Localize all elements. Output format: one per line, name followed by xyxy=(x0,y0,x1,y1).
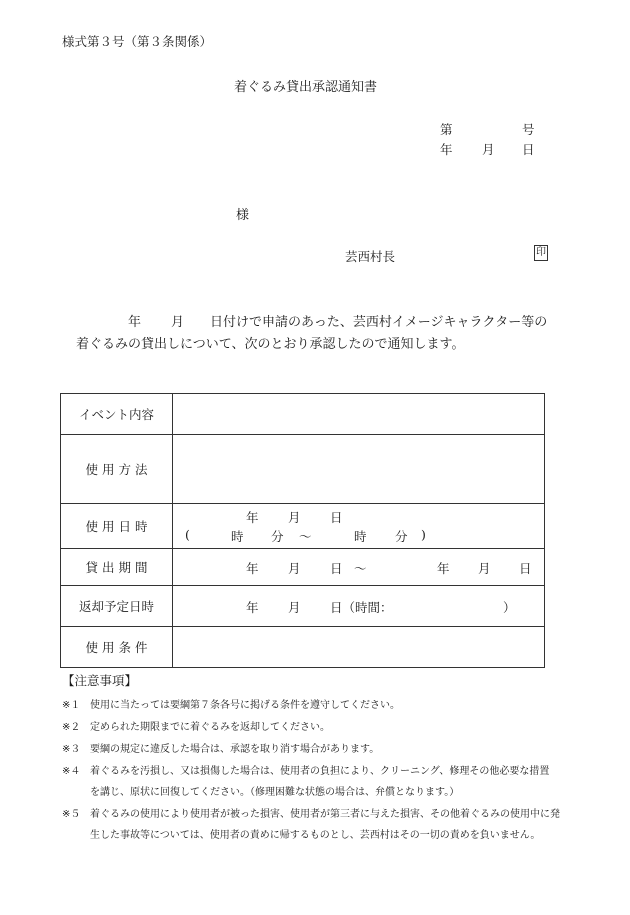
form-number: 様式第３号（第３条関係） xyxy=(62,34,213,49)
table-row-method xyxy=(61,435,545,504)
sender-name: 芸西村長 xyxy=(345,249,396,264)
note-2-text: 定められた期限までに着ぐるみを返却してください。 xyxy=(90,722,330,733)
body-line-2: 着ぐるみの貸出しについて、次のとおり承認したので通知します。 xyxy=(76,337,465,352)
label-rental-period: 貸 出 期 間 xyxy=(61,549,173,586)
value-rental-period xyxy=(173,549,545,586)
note-1-text: 使用に当たっては要綱第７条各号に掲げる条件を遵守してください。 xyxy=(90,700,400,711)
note-4-text-line-2: を講じ、原状に回復してください。（修理困難な状態の場合は、弁償となります。） xyxy=(90,787,460,798)
value-usage-conditions xyxy=(173,627,545,668)
note-5-text-line-2: 生した事故等については、使用者の責めに帰するものとし、芸西村はその一切の責めを負いません。 xyxy=(90,830,541,841)
label-event-content: イベント内容 xyxy=(61,394,173,435)
note-5-mark: ※５ xyxy=(62,809,81,820)
period-start-year: 年 xyxy=(246,561,259,576)
return-close-paren: ） xyxy=(503,600,516,615)
note-2-mark: ※２ xyxy=(62,722,81,733)
table-row-return xyxy=(61,586,545,627)
notes-heading: 【注意事項】 xyxy=(62,673,138,688)
datetime-month: 月 xyxy=(288,510,301,525)
note-5-text-line-1: 着ぐるみの使用により使用者が被った損害、使用者が第三者に与えた損害、その他着ぐるみの使用中に発 xyxy=(90,809,560,820)
datetime-year: 年 xyxy=(246,510,259,525)
note-4-mark: ※４ xyxy=(62,766,81,777)
note-1-mark: ※１ xyxy=(62,700,81,711)
value-usage-datetime xyxy=(173,504,545,549)
datetime-hour-end: 時 xyxy=(354,529,367,544)
label-return-datetime: 返却予定日時 xyxy=(61,586,173,627)
datetime-close-paren: ) xyxy=(421,527,426,542)
return-day-time: 日（時間： xyxy=(330,600,393,615)
return-month: 月 xyxy=(288,600,301,615)
note-3-mark: ※３ xyxy=(62,744,81,755)
period-start-month: 月 xyxy=(288,561,301,576)
table-row-datetime xyxy=(61,504,545,549)
datetime-hour-start: 時 xyxy=(231,529,244,544)
approval-details-table xyxy=(60,393,545,668)
document-number-prefix: 第 xyxy=(440,122,453,137)
datetime-tilde: ～ xyxy=(299,529,312,544)
note-4-text-line-1: 着ぐるみを汚損し、又は損傷した場合は、使用者の負担により、クリーニング、修理その他必要な措置 xyxy=(90,766,550,777)
seal-mark: 印 xyxy=(534,245,548,261)
table-row-period xyxy=(61,549,545,586)
label-usage-conditions: 使 用 条 件 xyxy=(61,627,173,668)
document-title: 着ぐるみ貸出承認通知書 xyxy=(234,80,378,95)
body-year: 年 xyxy=(128,315,142,330)
value-event-content xyxy=(173,394,545,435)
addressee-suffix: 様 xyxy=(236,208,250,223)
datetime-minute-end: 分 xyxy=(395,529,408,544)
note-3-text: 要綱の規定に違反した場合は、承認を取り消す場合があります。 xyxy=(90,744,380,755)
issue-date-year: 年 xyxy=(440,142,453,157)
period-tilde: ～ xyxy=(354,561,367,576)
label-usage-method: 使 用 方 法 xyxy=(61,435,173,504)
document-number-suffix: 号 xyxy=(522,122,535,137)
datetime-open-paren: ( xyxy=(185,527,190,542)
period-end-year: 年 xyxy=(437,561,450,576)
issue-date-month: 月 xyxy=(482,142,495,157)
table-row-conditions xyxy=(61,627,545,668)
issue-date-day: 日 xyxy=(522,142,535,157)
body-month: 月 xyxy=(171,315,185,330)
period-end-month: 月 xyxy=(478,561,491,576)
period-end-day: 日 xyxy=(519,561,532,576)
datetime-minute-start: 分 xyxy=(271,529,284,544)
value-return-datetime xyxy=(173,586,545,627)
period-start-day: 日 xyxy=(330,561,343,576)
value-usage-method xyxy=(173,435,545,504)
table-row-event xyxy=(61,394,545,435)
body-line-1-text: 日付けで申請のあった、芸西村イメージキャラクター等の xyxy=(210,315,548,330)
body-line-1 xyxy=(128,311,547,330)
datetime-day: 日 xyxy=(330,510,343,525)
label-usage-datetime: 使 用 日 時 xyxy=(61,504,173,549)
return-year: 年 xyxy=(246,600,259,615)
